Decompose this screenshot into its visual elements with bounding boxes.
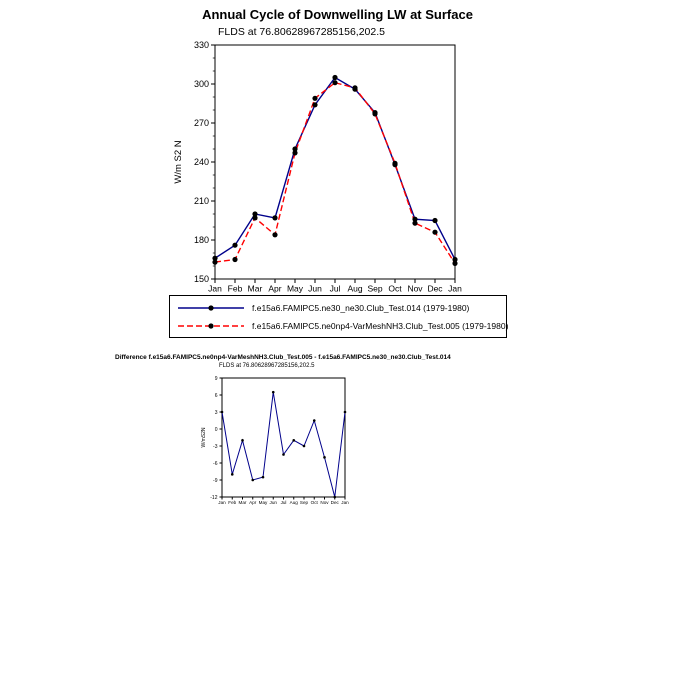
svg-text:Oct: Oct [310, 500, 318, 506]
svg-text:300: 300 [193, 79, 209, 90]
svg-text:Apr: Apr [268, 283, 282, 294]
svg-text:Jan: Jan [208, 283, 222, 294]
svg-text:150: 150 [193, 274, 209, 285]
svg-text:Nov: Nov [407, 283, 423, 294]
svg-text:Oct: Oct [388, 283, 402, 294]
svg-text:-9: -9 [213, 477, 218, 484]
svg-text:May: May [286, 283, 304, 294]
svg-text:-3: -3 [213, 443, 218, 450]
svg-text:9: 9 [214, 375, 218, 382]
svg-text:Sep: Sep [299, 500, 309, 506]
svg-text:W/m S2 N: W/m S2 N [173, 140, 184, 184]
legend [169, 295, 507, 338]
svg-text:Jun: Jun [308, 283, 322, 294]
main-line-chart [165, 30, 475, 305]
legend-item-ne30 [176, 300, 502, 315]
svg-text:May: May [258, 500, 268, 506]
legend-item-varmesh [176, 318, 509, 333]
svg-text:Aug: Aug [347, 283, 363, 294]
svg-text:180: 180 [193, 235, 209, 246]
legend-line-sample-solid [176, 302, 246, 314]
svg-text:-6: -6 [213, 460, 218, 467]
svg-text:Sep: Sep [367, 283, 383, 294]
svg-text:Jan: Jan [218, 500, 226, 506]
difference-line-chart [190, 370, 365, 515]
svg-text:Feb: Feb [228, 500, 237, 506]
svg-text:Mar: Mar [238, 500, 247, 506]
svg-text:Dec: Dec [330, 500, 339, 506]
svg-text:Nov: Nov [320, 500, 329, 506]
diff-chart-subtitle: FLDS at 76.80628967285156,202.5 [219, 363, 315, 369]
svg-text:0: 0 [214, 426, 218, 433]
legend-label-varmesh: f.e15a6.FAMIPC5.ne0np4-VarMeshNH3.Club_Test.005 (1979-1980) [252, 320, 509, 331]
svg-text:Jan: Jan [448, 283, 462, 294]
legend-line-sample-dashed [176, 320, 246, 332]
svg-text:Jan: Jan [341, 500, 349, 506]
svg-text:240: 240 [193, 157, 209, 168]
svg-text:Feb: Feb [227, 283, 243, 294]
svg-text:3: 3 [214, 409, 218, 416]
main-chart-subtitle: FLDS at 76.80628967285156,202.5 [218, 26, 385, 38]
svg-text:Dec: Dec [427, 283, 443, 294]
svg-text:210: 210 [193, 196, 209, 207]
svg-text:6: 6 [214, 392, 218, 399]
svg-text:Aug: Aug [289, 500, 298, 506]
svg-text:W/mS2N: W/mS2N [201, 427, 207, 448]
svg-text:Apr: Apr [249, 500, 257, 506]
svg-text:-12: -12 [210, 494, 218, 501]
page-title: Annual Cycle of Downwelling LW at Surface [202, 7, 473, 22]
svg-text:Mar: Mar [247, 283, 263, 294]
legend-label-ne30: f.e15a6.FAMIPC5.ne30_ne30.Club_Test.014 (1979-1980) [252, 302, 470, 313]
svg-text:270: 270 [193, 118, 209, 129]
svg-text:Jun: Jun [269, 500, 277, 506]
diff-chart-title: Difference f.e15a6.FAMIPC5.ne0np4-VarMeshNH3.Club_Test.005 - f.e15a6.FAMIPC5.ne30_ne30.Club_Test.014 [115, 354, 451, 361]
svg-text:Jul: Jul [280, 500, 287, 506]
svg-text:Jul: Jul [329, 283, 341, 294]
svg-text:330: 330 [193, 40, 209, 51]
